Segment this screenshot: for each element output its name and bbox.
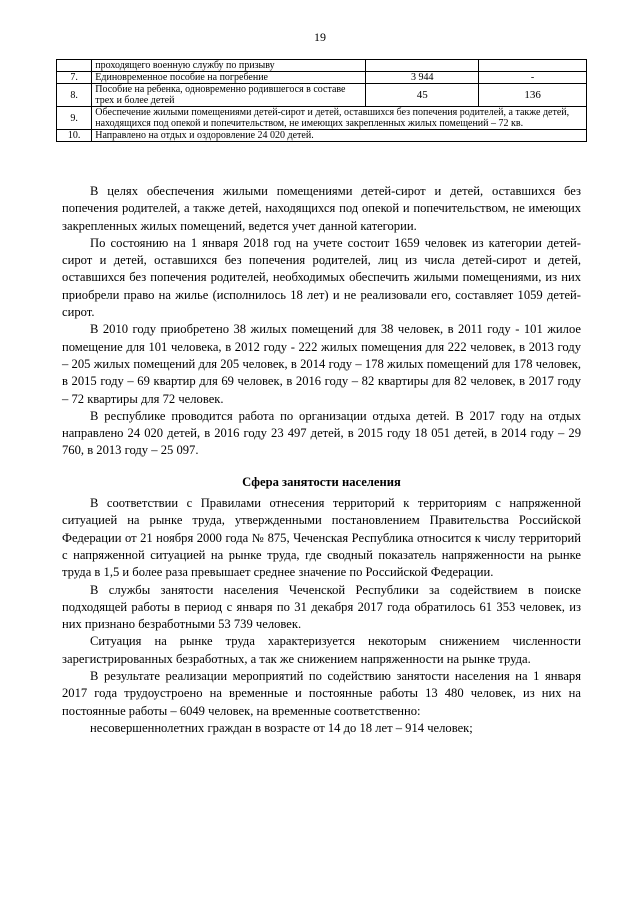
row-number: 9. — [57, 107, 92, 130]
paragraph: В результате реализации мероприятий по содействию занятости населения на 1 января 2017 года трудоустроено на временные и постоянные работы 13 480 человек, из них на постоянные работы – 6049 человек, на временные соответственно: — [62, 669, 581, 718]
table-row — [57, 107, 587, 130]
table-row — [57, 130, 587, 142]
body-text — [62, 183, 581, 737]
paragraph: Ситуация на рынке труда характеризуется некоторым снижением численности зарегистрированных безработных, а так же снижением напряженности на рынке труда. — [62, 634, 581, 666]
table-row — [57, 72, 587, 84]
row-value-2 — [479, 60, 587, 72]
row-value-1: 45 — [366, 84, 479, 107]
row-value-2: 136 — [479, 84, 587, 107]
row-name: проходящего военную службу по призыву — [92, 60, 366, 72]
paragraph: В соответствии с Правилами отнесения территорий к территориям с напряженной ситуацией на рынке труда, утвержденными постановлением Правительства Российской Федерации от 21 ноября 2000 года № 875, Чеченская Республика относится к числу территорий с напряженной ситуацией на рынке труда, где сводный показатель напряженности на рынке труда в 1,5 и более раза превышает среднее значение по Российской Федерации. — [62, 496, 581, 580]
row-number: 8. — [57, 84, 92, 107]
row-name: Обеспечение жилыми помещениями детей-сирот и детей, оставшихся без попечения родителей, а также детей, находящихся под опекой и попечительством, не имеющих закрепленных жилых помещений – 72 кв. — [92, 107, 587, 130]
row-name: Единовременное пособие на погребение — [92, 72, 366, 84]
paragraph: В республике проводится работа по организации отдыха детей. В 2017 году на отдых направлено 24 020 детей, в 2016 году 23 497 детей, в 2015 году 18 051 детей, в 2014 году – 29 760, в 2013 году – 25 097. — [62, 408, 581, 458]
paragraph: В целях обеспечения жилыми помещениями детей-сирот и детей, оставшихся без попечения родителей, а также детей, находящихся под опекой и попечительством, не имеющих закрепленных жилых помещений, ведется учет данной категории. — [62, 184, 581, 233]
table-row — [57, 84, 587, 107]
table-row — [57, 60, 587, 72]
benefits-table — [56, 59, 587, 142]
row-value-1: 3 944 — [366, 72, 479, 84]
row-name: Направлено на отдых и оздоровление 24 020 детей. — [92, 130, 587, 142]
section-heading: Сфера занятости населения — [242, 474, 401, 489]
paragraph: несовершеннолетних граждан в возрасте от 14 до 18 лет – 914 человек; — [90, 720, 473, 735]
paragraph: В службы занятости населения Чеченской Республики за содействием в поиске подходящей работы в период с января по 31 декабря 2017 года обратилось 61 353 человек, из них признано безработными 53 739 человек. — [62, 582, 581, 632]
paragraph: В 2010 году приобретено 38 жилых помещений для 38 человек, в 2011 году - 101 жилое помещение для 101 человека, в 2012 году - 222 жилых помещения для 222 человек, в 2013 году – 205 жилых помещений для 205 человек, в 2014 году – 178 жилых помещений для 178 человек, в 2015 году – 69 квартир для 69 человек, в 2016 году – 82 квартиры для 82 человек, в 2017 году – 72 квартиры для 72 человек. — [62, 322, 581, 406]
row-number: 7. — [57, 72, 92, 84]
row-number — [57, 60, 92, 72]
row-number: 10. — [57, 130, 92, 142]
row-value-2: - — [479, 72, 587, 84]
row-value-1 — [366, 60, 479, 72]
row-name: Пособие на ребенка, одновременно родившегося в составе трех и более детей — [92, 84, 366, 107]
page-number: 19 — [314, 30, 326, 44]
paragraph: По состоянию на 1 января 2018 год на учете состоит 1659 человек из категории детей-сирот и детей, оставшихся без попечения родителей, лиц из числа детей-сирот и детей, оставшихся без попечения родителей, необходимых обеспечить жилыми помещениями, из них приобрели право на жилье (исполнилось 18 лет) и не реализовали его, составляет 1059 детей-сирот. — [62, 235, 581, 320]
